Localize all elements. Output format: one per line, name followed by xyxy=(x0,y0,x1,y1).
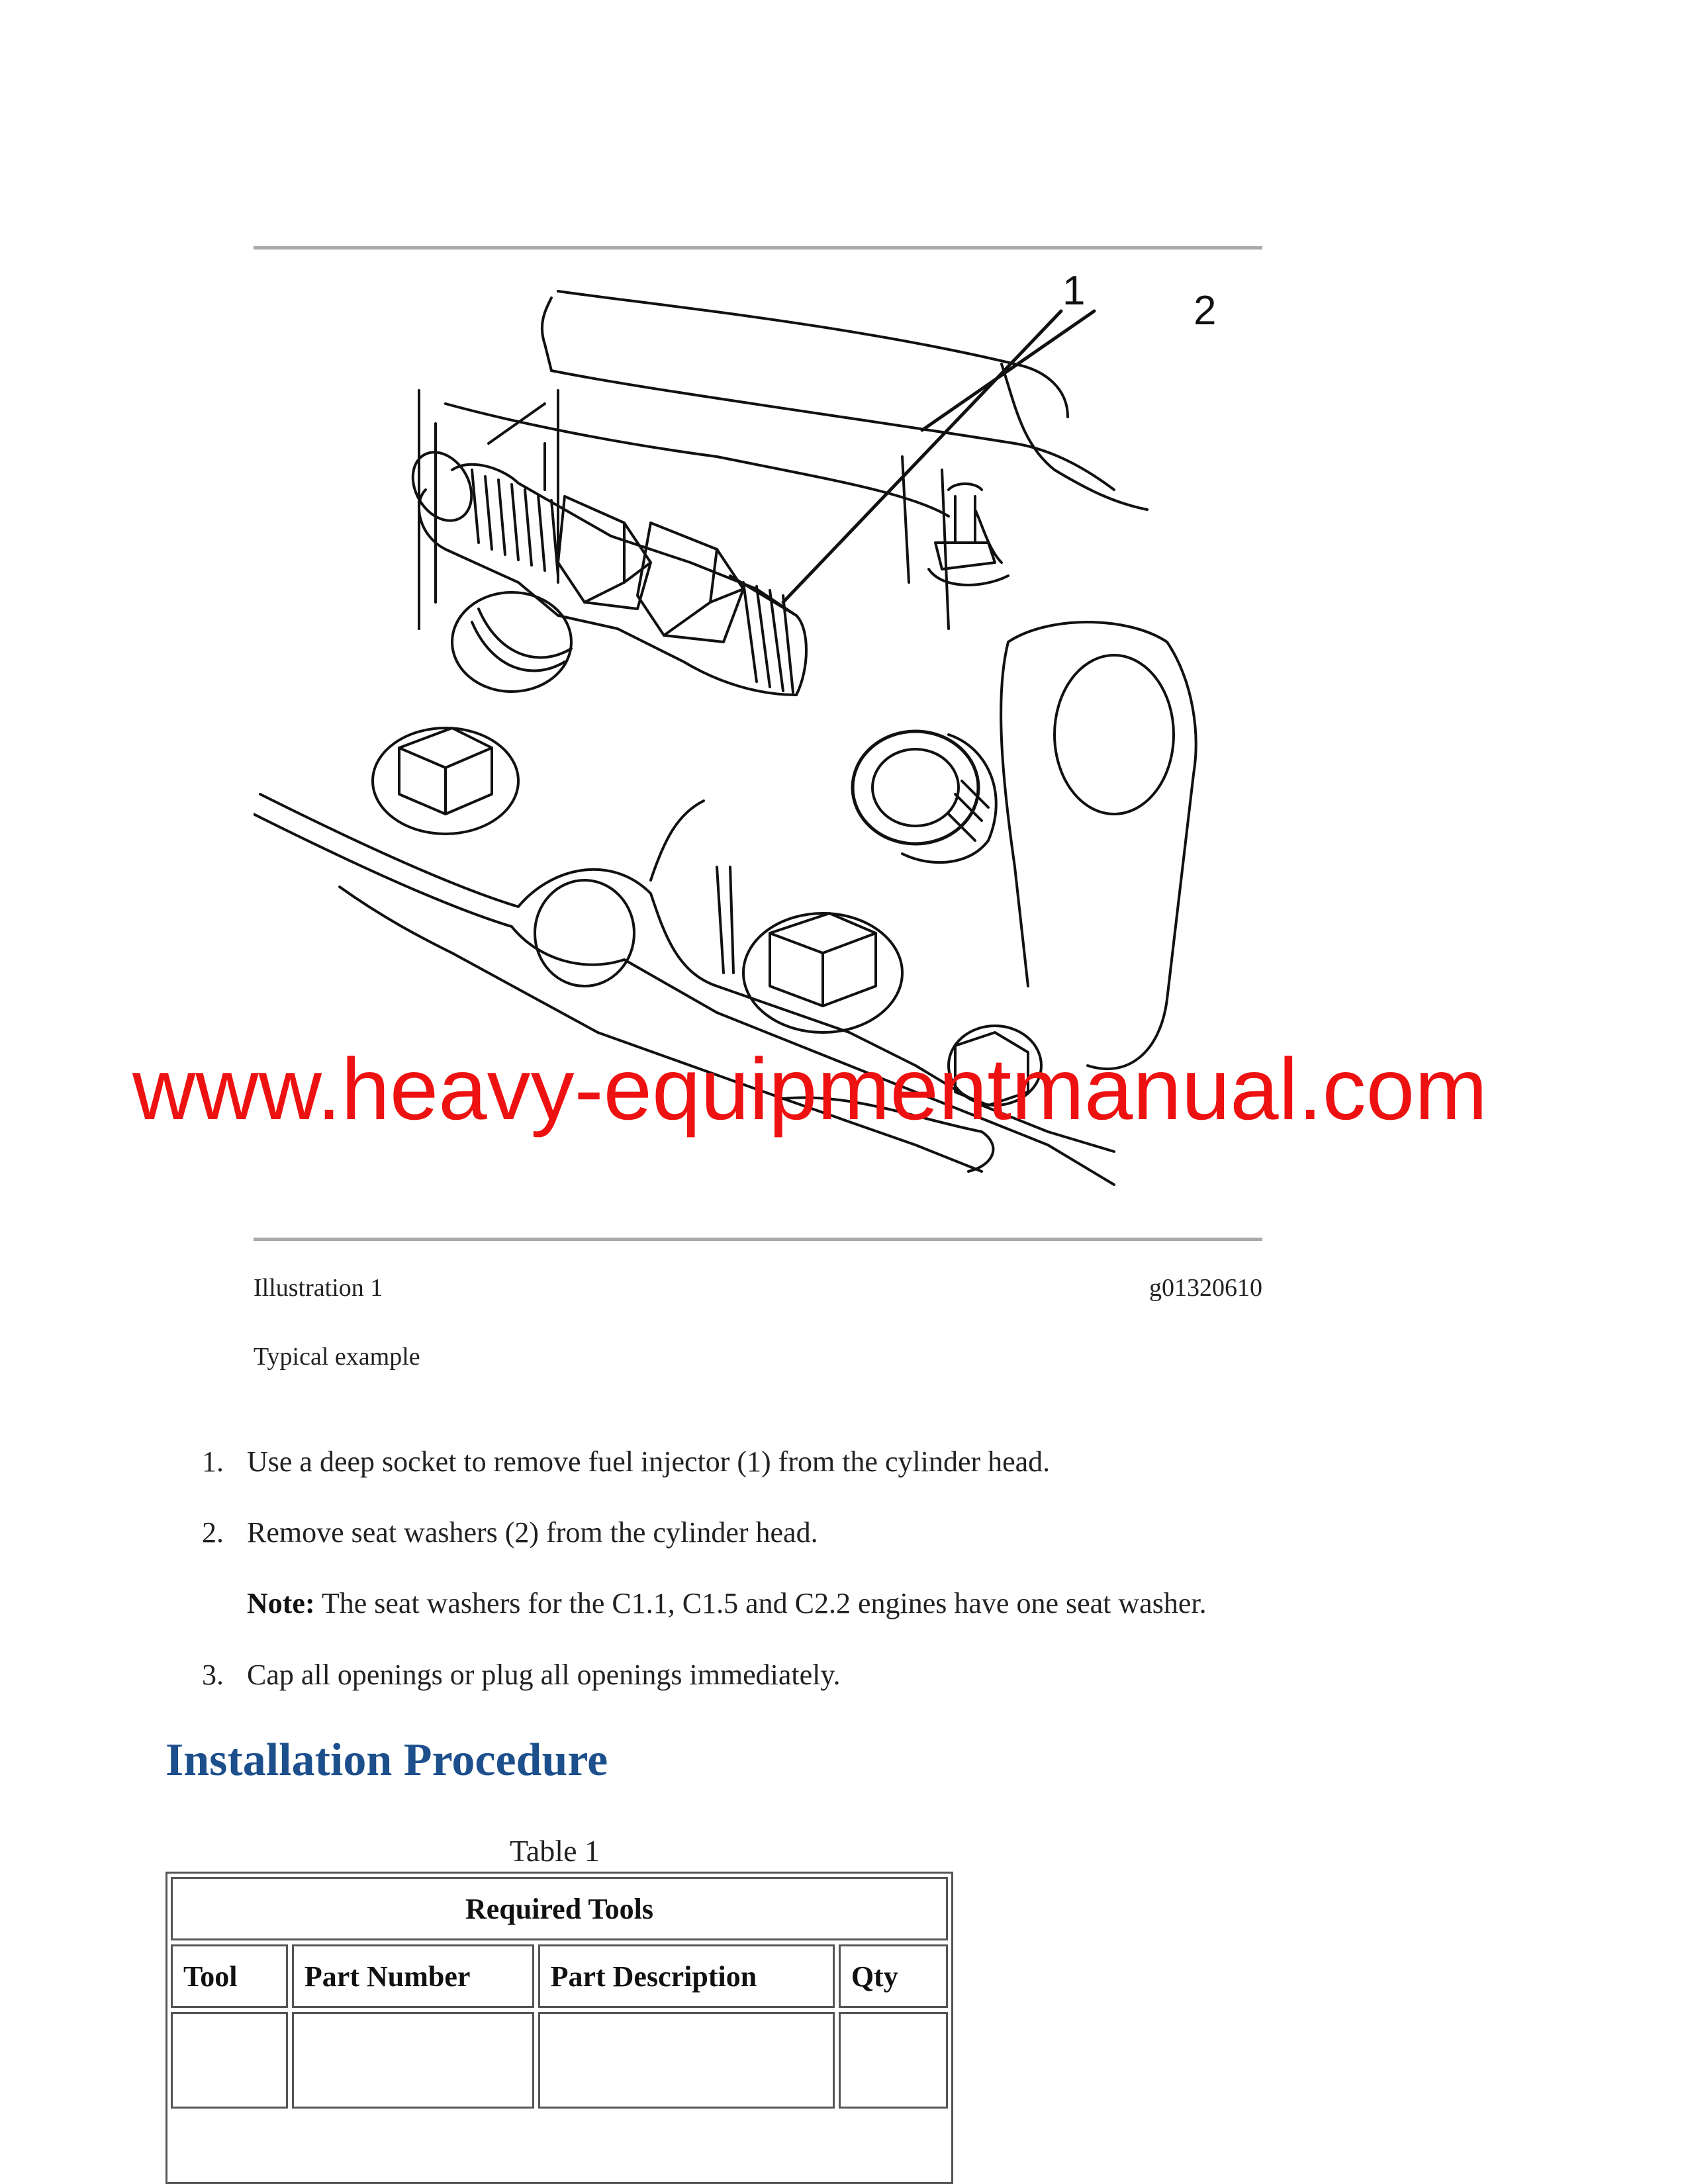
note xyxy=(247,1586,1207,1620)
step-item xyxy=(202,1445,1050,1479)
figure-top-rule xyxy=(254,246,1262,250)
note-label: Note: xyxy=(247,1587,315,1619)
watermark-url: www.heavy-equipmentmanual.com xyxy=(132,1040,1487,1138)
illustration-caption-description: Typical example xyxy=(254,1343,420,1371)
table-cell xyxy=(538,2012,835,2109)
table-cell xyxy=(839,2012,948,2109)
step-number: 1. xyxy=(202,1445,224,1478)
table-cell xyxy=(292,2012,534,2109)
table-cell xyxy=(171,2012,288,2109)
required-tools-table xyxy=(165,1872,953,2184)
column-header-tool: Tool xyxy=(171,1944,288,2008)
step-text: Use a deep socket to remove fuel injector (1) from the cylinder head. xyxy=(247,1445,1051,1478)
table-caption: Table 1 xyxy=(510,1834,600,1868)
step-item xyxy=(202,1516,818,1549)
step-item xyxy=(202,1658,841,1692)
step-number: 3. xyxy=(202,1659,224,1691)
note-text: The seat washers for the C1.1, C1.5 and C2.2 engines have one seat washer. xyxy=(314,1587,1207,1619)
step-text: Cap all openings or plug all openings immediately. xyxy=(247,1659,841,1691)
table-header: Required Tools xyxy=(171,1877,948,1940)
section-heading: Installation Procedure xyxy=(165,1735,608,1786)
illustration-caption-id: g01320610 xyxy=(1149,1274,1262,1302)
callout-2-label: 2 xyxy=(1194,288,1217,334)
callout-1-label: 1 xyxy=(1062,271,1086,314)
column-header-part-description: Part Description xyxy=(538,1944,835,2008)
table-row xyxy=(171,2012,948,2109)
step-text: Remove seat washers (2) from the cylinder head. xyxy=(247,1516,818,1549)
figure-bottom-rule xyxy=(254,1238,1262,1241)
column-header-part-number: Part Number xyxy=(292,1944,534,2008)
step-number: 2. xyxy=(202,1516,224,1549)
illustration-caption-title: Illustration 1 xyxy=(254,1274,383,1302)
column-header-qty: Qty xyxy=(839,1944,948,2008)
